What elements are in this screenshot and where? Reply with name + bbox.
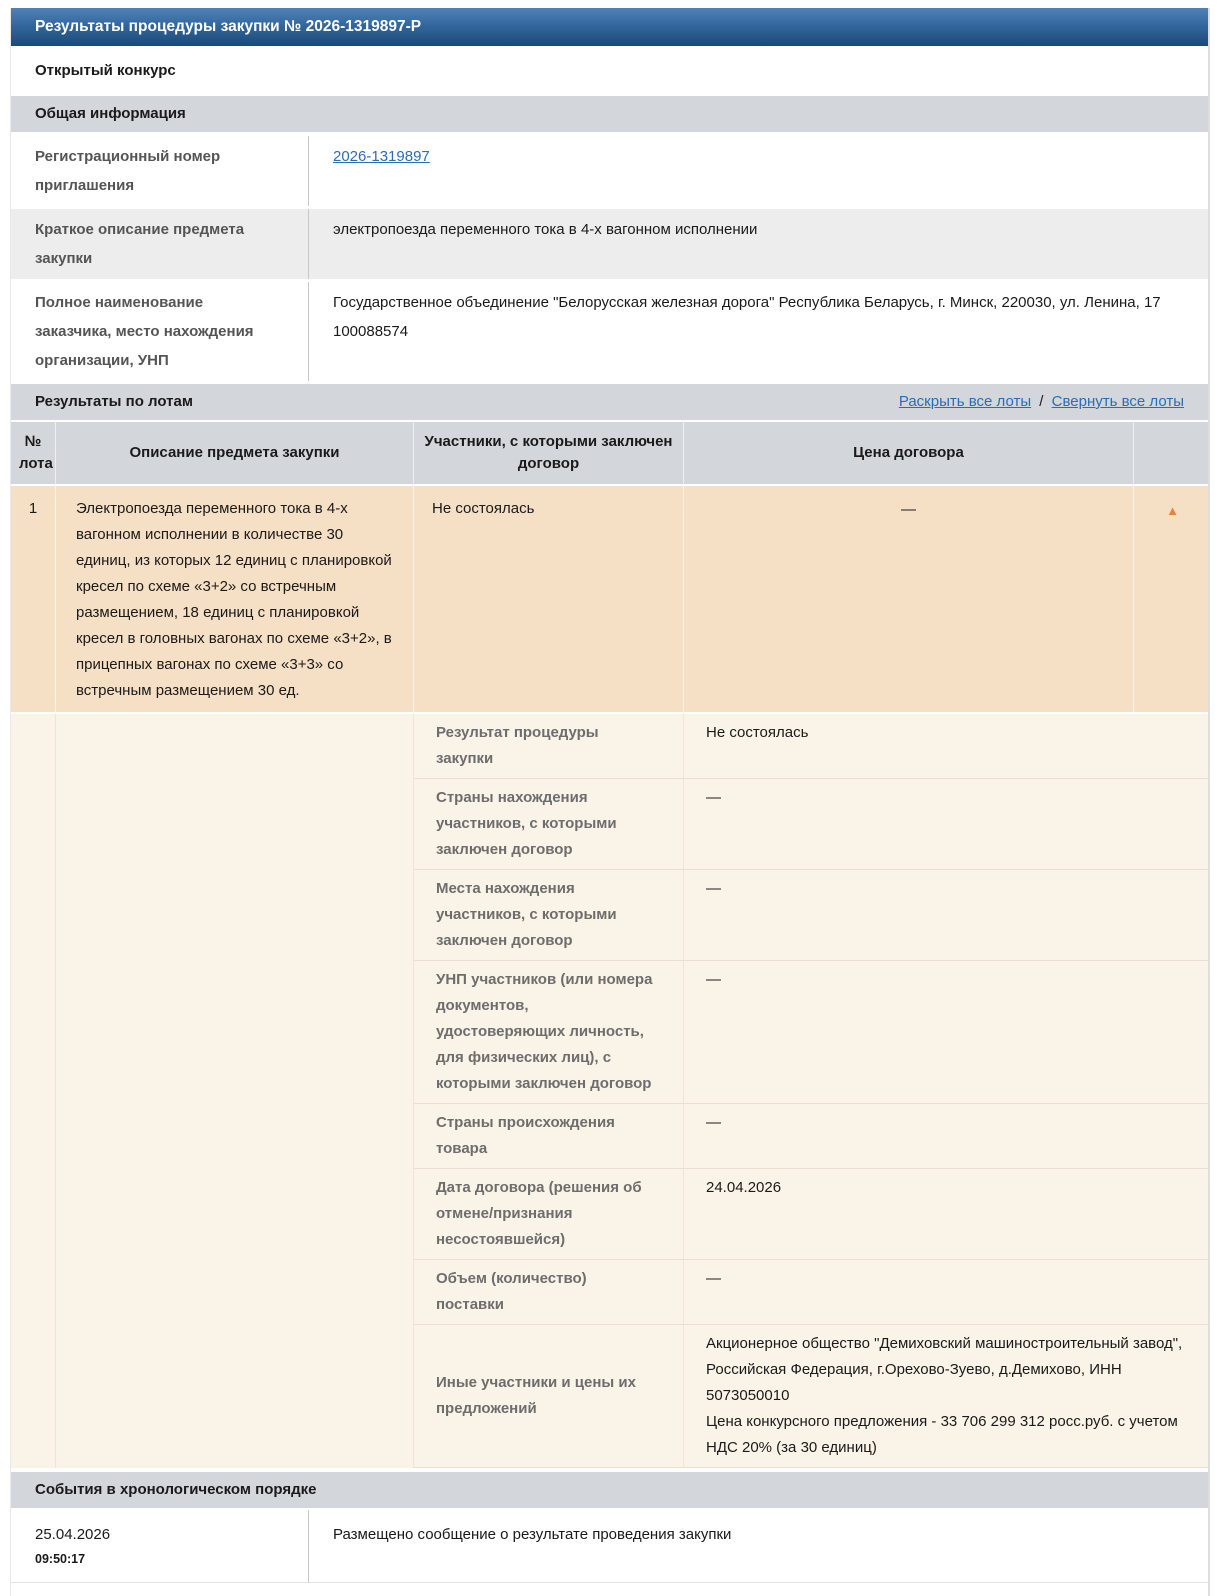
customer-name-value: Государственное объединение "Белорусская железная дорога" Республика Беларусь, г. Минск, 220030, ул. Ленина, 17 100088574 [333,294,1161,340]
registration-number-link[interactable]: 2026-1319897 [333,148,430,165]
col-header-price: Цена договора [684,422,1134,486]
detail-value-participant-locations: — [684,870,1210,961]
event-time: 09:50:17 [35,1552,86,1566]
detail-value-origin-countries: — [684,1104,1210,1169]
event-row [11,1510,1208,1583]
col-header-toggle [1134,422,1210,486]
lot-toggle-cell [1134,486,1210,714]
procedure-type-label: Открытый конкурс [11,46,1208,96]
events-section-bar [11,1472,1208,1508]
lots-table [11,422,1210,1468]
table-row [11,282,1208,381]
collapse-lot-icon[interactable]: ▲ [1166,503,1179,518]
detail-label-participant-locations: Места нахождения участников, с которыми заключен договор [414,870,684,961]
registration-number-cell [309,136,1208,206]
lots-table-header [11,422,1210,486]
events-table [11,1510,1208,1583]
detail-label-participant-countries: Страны нахождения участников, с которыми заключен договор [414,779,684,870]
lot-description: Электропоезда переменного тока в 4-х вагонном исполнении в количестве 30 единиц, из которых 12 единиц с планировкой кресел по схеме «3+2» со встречным размещением, 18 единиц с планировкой кресел в головных вагонах по схеме «3+2», в прицепных вагонах по схеме «3+3» со встречным размещением 30 ед. [56,486,414,714]
detail-label-result: Результат процедуры закупки [414,714,684,779]
short-description-value: электропоезда переменного тока в 4-х вагонном исполнении [309,209,1208,279]
lot-number: 1 [11,486,56,714]
procurement-results-page [10,8,1210,1596]
table-row [11,136,1208,206]
short-description-label: Краткое описание предмета закупки [11,209,309,279]
lot-detail-row [11,714,1210,779]
detail-value-supply-volume: — [684,1260,1210,1325]
detail-label-unp: УНП участников (или номера документов, удостоверяющих личность, для физических лиц), с которыми заключен договор [414,961,684,1104]
col-header-lot-number: № лота [11,422,56,486]
lot-contract-price: — [684,486,1134,714]
detail-label-supply-volume: Объем (количество) поставки [414,1260,684,1325]
detail-value-other-participants [684,1325,1210,1468]
page-title: Результаты процедуры закупки № 2026-1319897-Р [35,18,422,35]
general-info-table [11,133,1208,384]
customer-name-label: Полное наименование заказчика, место нахождения организации, УНП [11,282,309,381]
detail-value-result: Не состоялась [684,714,1210,779]
table-row [11,209,1208,279]
detail-value-contract-date: 24.04.2026 [684,1169,1210,1260]
detail-label-other-participants: Иные участники и цены их предложений [414,1325,684,1468]
links-separator: / [1039,393,1044,410]
detail-spacer-desc [56,714,414,1468]
registration-number-label: Регистрационный номер приглашения [11,136,309,206]
detail-spacer-num [11,714,56,1468]
other-participant-company: Акционерное общество "Демиховский машиностроительный завод", Российская Федерация, г.Орехово-Зуево, д.Демихово, ИНН 5073050010 [706,1335,1183,1404]
col-header-description: Описание предмета закупки [56,422,414,486]
other-participant-price: Цена конкурсного предложения - 33 706 299 312 росс.руб. с учетом НДС 20% (за 30 единиц) [706,1413,1178,1456]
general-info-section-bar [11,96,1208,132]
detail-label-contract-date: Дата договора (решения об отмене/признания несостоявшейся) [414,1169,684,1260]
lots-toggle-links [899,384,1184,420]
lots-section-title: Результаты по лотам [35,393,193,410]
lots-section-bar [11,384,1208,420]
col-header-participants: Участники, с которыми заключен договор [414,422,684,486]
expand-all-lots-link[interactable]: Раскрыть все лоты [898,393,1032,410]
event-date-cell [11,1510,309,1583]
detail-value-participant-countries: — [684,779,1210,870]
lot-row [11,486,1210,714]
event-date: 25.04.2026 [35,1526,111,1543]
page-title-bar [11,8,1208,46]
event-text: Размещено сообщение о результате проведения закупки [309,1510,1208,1583]
events-section-title: События в хронологическом порядке [35,1481,317,1498]
detail-label-origin-countries: Страны происхождения товара [414,1104,684,1169]
general-info-section-title: Общая информация [35,105,186,122]
table-header-row [11,422,1210,486]
lot-participants: Не состоялась [414,486,684,714]
detail-value-unp: — [684,961,1210,1104]
collapse-all-lots-link[interactable]: Свернуть все лоты [1051,393,1184,410]
